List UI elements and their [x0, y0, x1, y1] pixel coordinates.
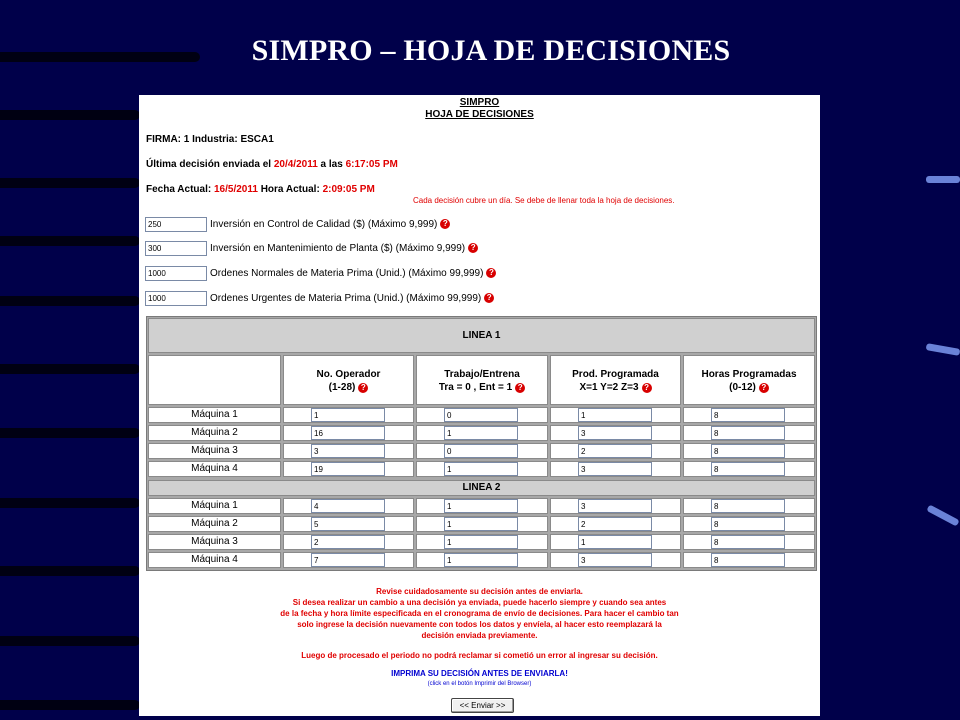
- column-header-empty: [148, 355, 281, 405]
- machine-value-input[interactable]: 8: [711, 553, 785, 567]
- machine-value-input[interactable]: 19: [311, 462, 385, 476]
- last-decision-mid: a las: [317, 159, 346, 170]
- last-decision-prefix: Última decisión enviada el: [146, 159, 274, 170]
- machine-value-input[interactable]: 1: [444, 462, 518, 476]
- mantenimiento-input[interactable]: 300: [145, 241, 207, 256]
- machine-value-input[interactable]: 2: [311, 535, 385, 549]
- help-icon[interactable]: ?: [759, 383, 769, 393]
- help-icon[interactable]: ?: [468, 243, 478, 253]
- page-header-title: HOJA DE DECISIONES: [425, 109, 534, 120]
- machine-value-input[interactable]: 3: [311, 444, 385, 458]
- machine-value-input[interactable]: 8: [711, 408, 785, 422]
- machine-value-input[interactable]: 8: [711, 444, 785, 458]
- last-decision-date: 20/4/2011: [273, 159, 318, 170]
- column-title: No. Operador: [316, 369, 381, 380]
- background-stripe: [0, 296, 140, 306]
- machine-value-input[interactable]: 0: [444, 444, 518, 458]
- machine-value-input[interactable]: 1: [444, 499, 518, 513]
- machine-value-input[interactable]: 3: [578, 426, 652, 440]
- machine-value-input[interactable]: 1: [578, 535, 652, 549]
- machine-label: Máquina 1: [191, 409, 238, 420]
- decision-table: [146, 316, 817, 571]
- machine-value-input[interactable]: 8: [711, 535, 785, 549]
- machine-value-input[interactable]: 5: [311, 517, 385, 531]
- field-row-ordenes-normales: [145, 265, 496, 281]
- column-range-text: (1-28): [328, 382, 356, 393]
- help-icon[interactable]: ?: [486, 268, 496, 278]
- print-reminder-main: IMPRIMA SU DECISIÓN ANTES DE ENVIARLA!: [391, 669, 568, 678]
- print-reminder-sub: (click en el botón Imprimir del Browser): [427, 681, 532, 687]
- current-time: 2:09:05 PM: [322, 184, 375, 195]
- machine-label: Máquina 1: [191, 500, 238, 511]
- column-heading-operador: [283, 368, 414, 394]
- background-stripe: [0, 566, 140, 576]
- machine-label: Máquina 2: [191, 427, 238, 438]
- background-stripe: [0, 364, 140, 374]
- machine-value-input[interactable]: 1: [444, 426, 518, 440]
- column-range: [550, 381, 681, 394]
- print-reminder: [139, 669, 820, 689]
- machine-value-input[interactable]: 16: [311, 426, 385, 440]
- footer-instructions: [139, 586, 820, 641]
- machine-value-input[interactable]: 1: [578, 408, 652, 422]
- calidad-input[interactable]: 250: [145, 217, 207, 232]
- background-accent-stripe: [926, 343, 960, 356]
- decision-note: Cada decisión cubre un día. Se debe de llenar toda la hoja de decisiones.: [413, 196, 675, 205]
- column-title: Horas Programadas: [701, 369, 797, 380]
- machine-value-input[interactable]: 1: [444, 553, 518, 567]
- background-stripe: [0, 110, 140, 120]
- column-title: Trabajo/Entrena: [444, 369, 520, 380]
- ordenes-urgentes-input[interactable]: 1000: [145, 291, 207, 306]
- machine-label: Máquina 2: [191, 518, 238, 529]
- field-row-mantenimiento: [145, 240, 478, 256]
- machine-label: Máquina 3: [191, 536, 238, 547]
- column-range: [416, 381, 548, 394]
- field-row-calidad: [145, 216, 450, 232]
- slide-title: SIMPRO – HOJA DE DECISIONES: [251, 34, 731, 67]
- background-accent-stripe: [926, 176, 960, 183]
- footer-line: Revise cuidadosamente su decisión antes de enviarla.: [376, 587, 583, 596]
- calidad-label: Inversión en Control de Calidad ($) (Máximo 9,999): [210, 218, 438, 230]
- firma-info: FIRMA: 1 Industria: ESCA1: [146, 134, 274, 145]
- machine-value-input[interactable]: 8: [711, 517, 785, 531]
- machine-value-input[interactable]: 8: [711, 462, 785, 476]
- column-heading-prod: [550, 368, 681, 394]
- current-time-mid: Hora Actual:: [257, 184, 323, 195]
- machine-value-input[interactable]: 0: [444, 408, 518, 422]
- column-title: Prod. Programada: [572, 369, 659, 380]
- column-range: [283, 381, 414, 394]
- submit-button[interactable]: << Enviar >>: [451, 698, 514, 713]
- machine-value-input[interactable]: 3: [578, 499, 652, 513]
- column-heading-trabajo: [416, 368, 548, 394]
- machine-value-input[interactable]: 1: [444, 535, 518, 549]
- background-stripe: [0, 178, 140, 188]
- current-date: 16/5/2011: [213, 184, 258, 195]
- current-date-info: [146, 184, 375, 195]
- mantenimiento-label: Inversión en Mantenimiento de Planta ($) (Máximo 9,999): [210, 242, 466, 254]
- machine-value-input[interactable]: 1: [311, 408, 385, 422]
- help-icon[interactable]: ?: [484, 293, 494, 303]
- footer-line: decisión enviada previamente.: [421, 631, 538, 640]
- decision-sheet-panel: [139, 95, 820, 716]
- column-range: [683, 381, 815, 394]
- machine-label: Máquina 4: [191, 463, 238, 474]
- machine-value-input[interactable]: 3: [578, 553, 652, 567]
- footer-line: de la fecha y hora límite especificada en el cronograma de envío de decisiones. Para hacer el cambio tan: [280, 609, 679, 618]
- machine-label: Máquina 3: [191, 445, 238, 456]
- background-stripe: [0, 236, 140, 246]
- background-stripe: [0, 428, 140, 438]
- machine-value-input[interactable]: 8: [711, 499, 785, 513]
- line1-title: LINEA 1: [462, 330, 501, 341]
- last-decision-info: [146, 159, 398, 170]
- ordenes-normales-label: Ordenes Normales de Materia Prima (Unid.) (Máximo 99,999): [210, 267, 484, 279]
- help-icon[interactable]: ?: [515, 383, 525, 393]
- background-stripe: [0, 636, 140, 646]
- column-range-text: (0-12): [729, 382, 756, 393]
- help-icon[interactable]: ?: [440, 219, 450, 229]
- help-icon[interactable]: ?: [642, 383, 652, 393]
- column-range-text: X=1 Y=2 Z=3: [579, 382, 639, 393]
- machine-value-input[interactable]: 2: [578, 517, 652, 531]
- machine-value-input[interactable]: 7: [311, 553, 385, 567]
- machine-value-input[interactable]: 8: [711, 426, 785, 440]
- machine-value-input[interactable]: 3: [578, 462, 652, 476]
- background-stripe: [0, 700, 140, 710]
- line2-title: LINEA 2: [462, 482, 501, 493]
- ordenes-normales-input[interactable]: 1000: [145, 266, 207, 281]
- footer-line: Si desea realizar un cambio a una decisión ya enviada, puede hacerlo siempre y cuando sea antes: [292, 598, 667, 607]
- column-heading-horas: [683, 368, 815, 394]
- column-range-text: Tra = 0 , Ent = 1: [438, 382, 513, 393]
- machine-value-input[interactable]: 1: [444, 517, 518, 531]
- machine-value-input[interactable]: 2: [578, 444, 652, 458]
- ordenes-urgentes-label: Ordenes Urgentes de Materia Prima (Unid.) (Máximo 99,999): [210, 292, 482, 304]
- machine-label: Máquina 4: [191, 554, 238, 565]
- background-accent-stripe: [926, 504, 959, 526]
- page-header-simpro: SIMPRO: [459, 97, 500, 108]
- footer-warning: Luego de procesado el periodo no podrá reclamar si cometió un error al ingresar su decisión.: [301, 651, 658, 660]
- field-row-ordenes-urgentes: [145, 290, 494, 306]
- machine-value-input[interactable]: 4: [311, 499, 385, 513]
- help-icon[interactable]: ?: [358, 383, 368, 393]
- footer-line: solo ingrese la decisión nuevamente con todos los datos y envíela, al hacer esto reemplazará la: [297, 620, 662, 629]
- background-stripe: [0, 498, 140, 508]
- last-decision-time: 6:17:05 PM: [345, 159, 398, 170]
- current-date-prefix: Fecha Actual:: [146, 184, 214, 195]
